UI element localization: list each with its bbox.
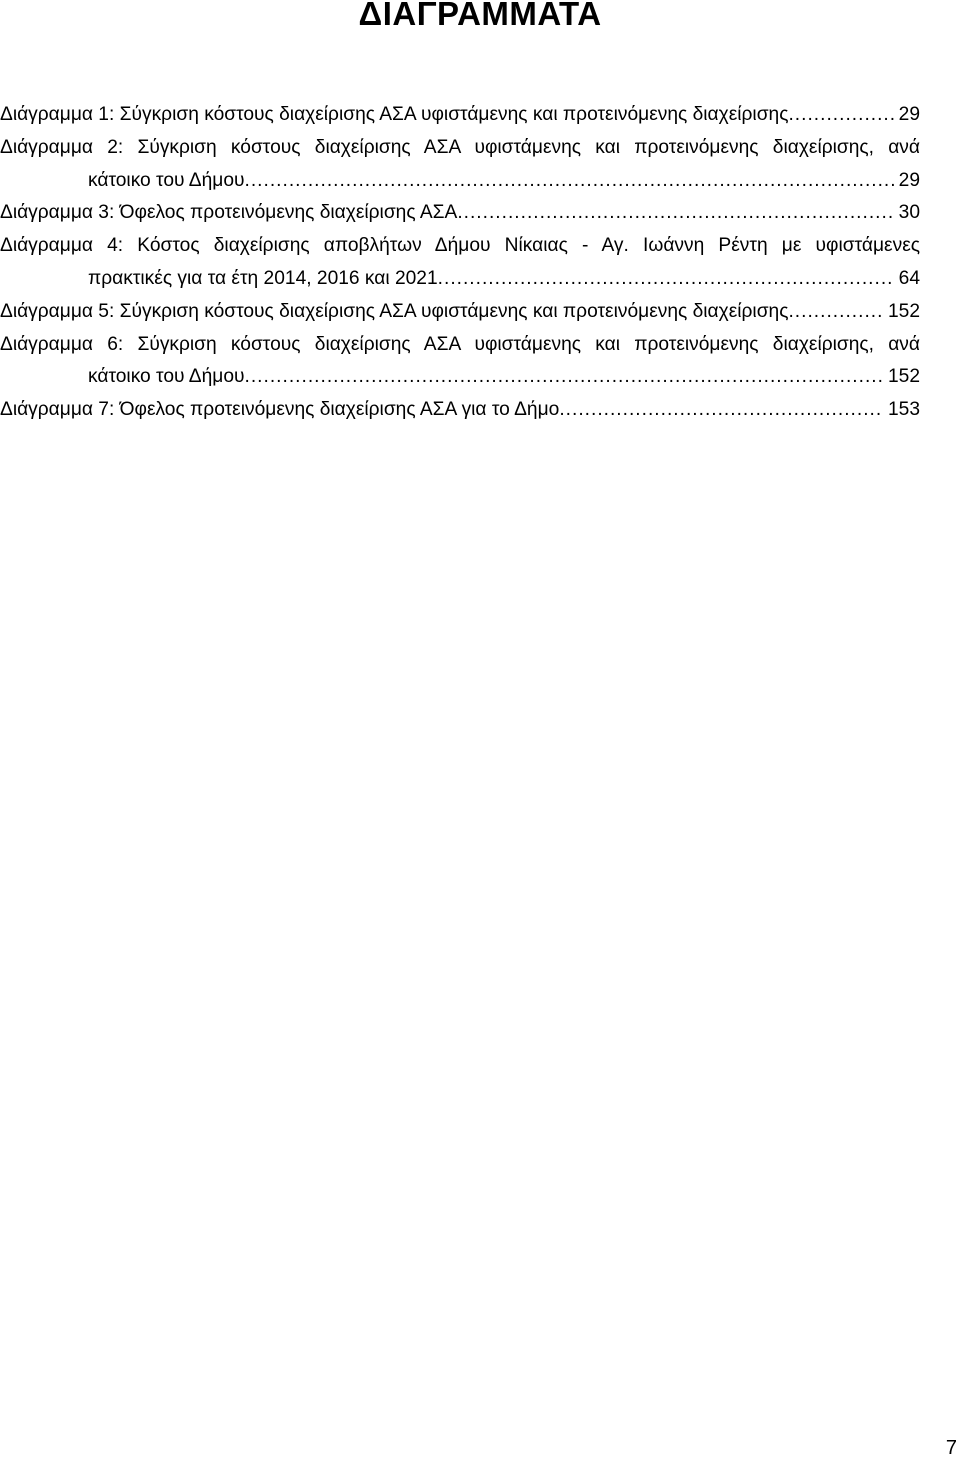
toc-entry-text: κάτοικο του Δήμου <box>88 169 245 191</box>
toc-entry-diagram-6[interactable] <box>0 329 920 395</box>
dot-leader <box>245 165 895 198</box>
dot-leader <box>245 361 884 394</box>
toc-entry-diagram-4[interactable] <box>0 230 920 296</box>
toc-entry-last-line <box>0 394 920 427</box>
page-title: ΔΙΑΓΡΑΜΜΑΤΑ <box>358 0 602 32</box>
toc-page-number: 152 <box>887 300 920 322</box>
toc-page-number: 152 <box>887 366 920 388</box>
toc-entry-text: Διάγραμμα 7: Όφελος προτεινόμενης διαχείρισης ΑΣΑ για το Δήμο <box>0 399 560 421</box>
toc-entry-last-line <box>0 99 920 132</box>
toc-entry-first-line: Διάγραμμα 4: Κόστος διαχείρισης αποβλήτων Δήμου Νίκαιας - Αγ. Ιωάννη Ρέντη με υφιστάμενες <box>0 235 920 257</box>
dot-leader <box>559 394 884 427</box>
table-of-contents <box>0 99 960 427</box>
toc-entry-diagram-7[interactable] <box>0 394 920 427</box>
dot-leader <box>438 263 895 296</box>
toc-entry-diagram-2[interactable] <box>0 132 920 198</box>
toc-entry-text: Διάγραμμα 1: Σύγκριση κόστους διαχείρισης ΑΣΑ υφιστάμενης και προτεινόμενης διαχείρισης <box>0 104 789 125</box>
toc-page-number: 64 <box>898 267 920 289</box>
page-number: 7 <box>945 1437 957 1459</box>
toc-entry-first-line: Διάγραμμα 6: Σύγκριση κόστους διαχείρισης ΑΣΑ υφιστάμενης και προτεινόμενης διαχείρισης, ανά <box>0 333 920 355</box>
toc-entry-text: Διάγραμμα 3: Όφελος προτεινόμενης διαχείρισης ΑΣΑ <box>0 202 458 224</box>
dot-leader <box>788 296 884 329</box>
toc-page-number: 29 <box>898 169 920 191</box>
toc-entry-last-line <box>0 296 920 329</box>
toc-entry-last-line <box>0 197 920 230</box>
toc-entry-first-line: Διάγραμμα 2: Σύγκριση κόστους διαχείρισης ΑΣΑ υφιστάμενης και προτεινόμενης διαχείρισης, ανά <box>0 136 920 158</box>
toc-entry-diagram-1[interactable] <box>0 99 920 132</box>
dot-leader <box>788 99 894 132</box>
toc-entry-text: Διάγραμμα 5: Σύγκριση κόστους διαχείρισης ΑΣΑ υφιστάμενης και προτεινόμενης διαχείρισης <box>0 300 789 322</box>
toc-entry-diagram-3[interactable] <box>0 197 920 230</box>
toc-entry-last-line <box>0 361 920 394</box>
toc-entry-text: πρακτικές για τα έτη 2014, 2016 και 2021 <box>88 267 438 289</box>
toc-page-number: 30 <box>898 202 920 224</box>
toc-entry-diagram-5[interactable] <box>0 296 920 329</box>
dot-leader <box>457 197 894 230</box>
toc-page-number: 153 <box>887 399 920 421</box>
toc-page-number: 29 <box>898 104 920 125</box>
toc-entry-last-line <box>0 165 920 198</box>
toc-entry-last-line <box>0 263 920 296</box>
toc-entry-text: κάτοικο του Δήμου <box>88 366 245 388</box>
